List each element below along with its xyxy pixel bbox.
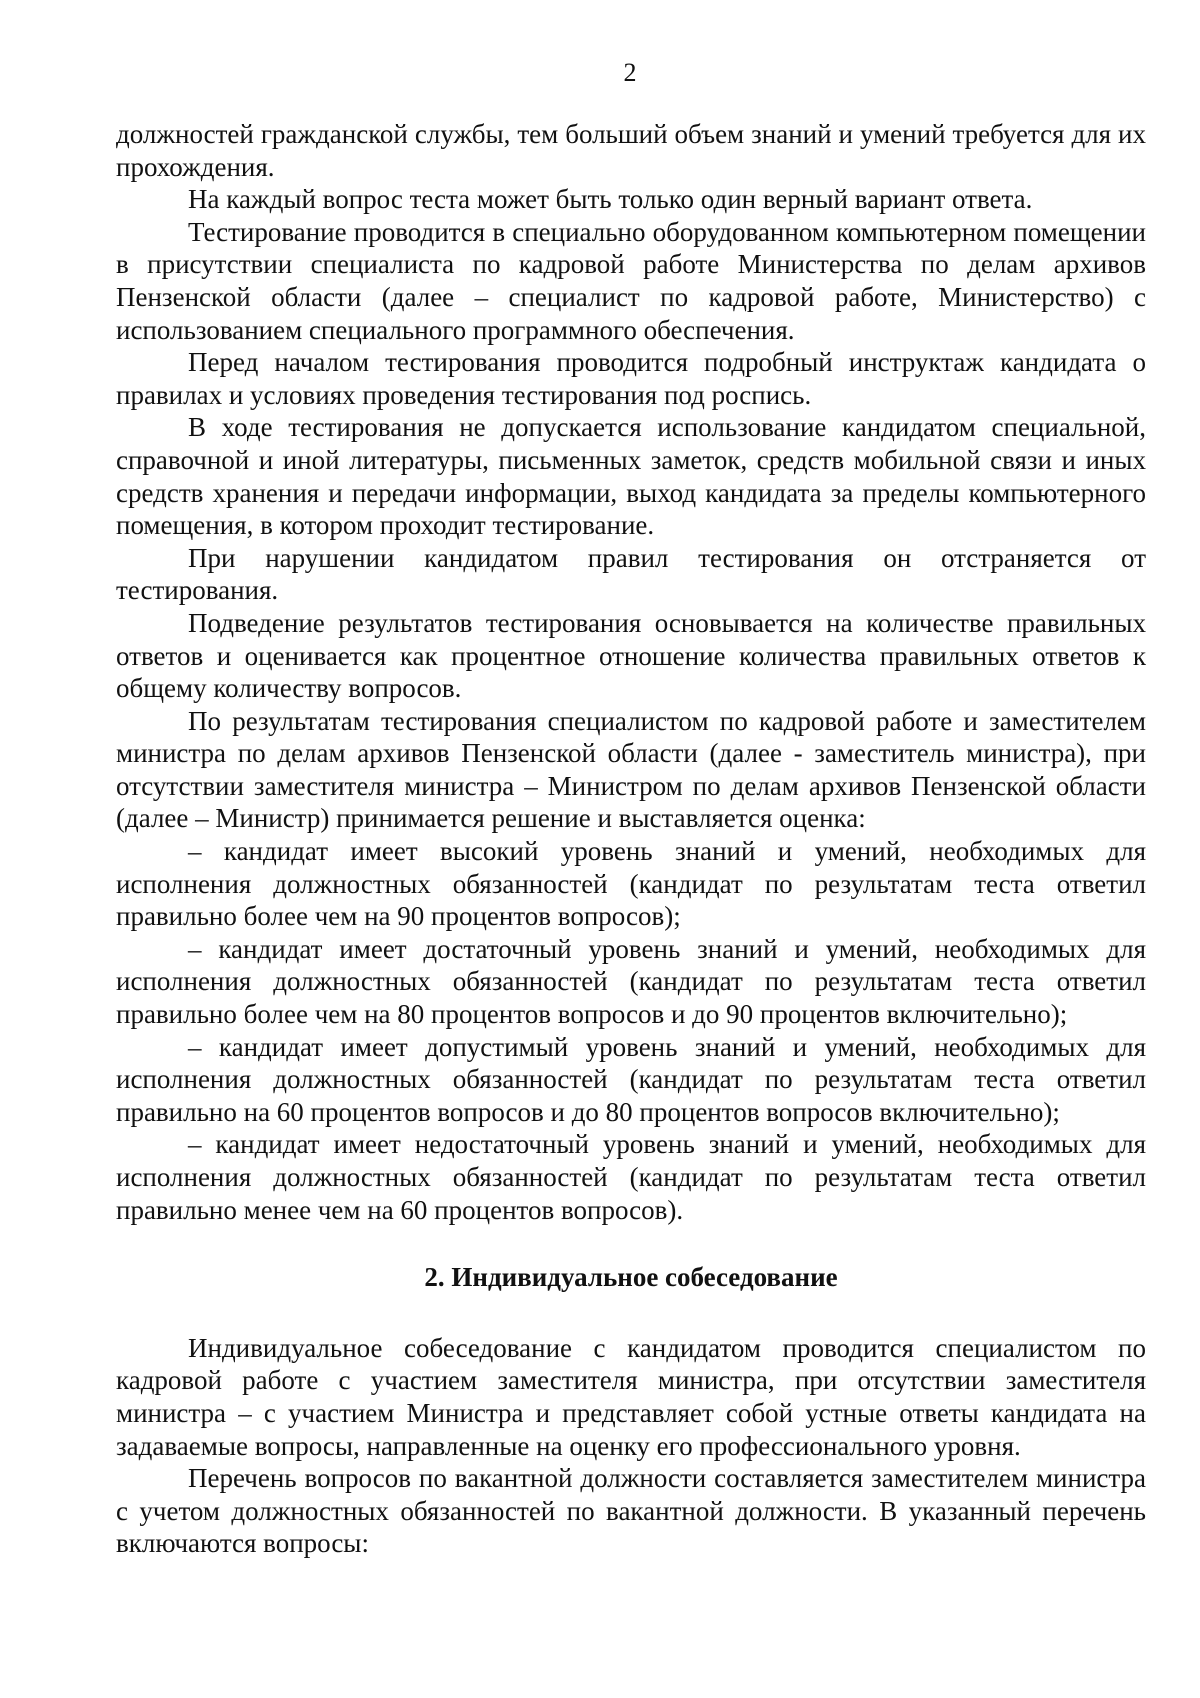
document-body [116, 118, 1146, 1560]
page-number: 2 [623, 58, 637, 87]
paragraph-testing-location: Тестирование проводится в специально оборудованном компьютерном помещении в присутствии специалиста по кадровой работе Министерства по делам архивов Пензенской области (далее – специалист по кадровой работе, Министерство) с использованием специального программного обеспечения. [116, 216, 1146, 345]
paragraph-interview: Индивидуальное собеседование с кандидатом проводится специалистом по кадровой работе с участием заместителя министра, при отсутствии заместителя министра – с участием Министра и представляет собой устные ответы кандидата на задаваемые вопросы, направленные на оценку его профессионального уровня. [116, 1332, 1146, 1461]
list-item-high-level: – кандидат имеет высокий уровень знаний и умений, необходимых для исполнения должностных обязанностей (кандидат по результатам теста ответил правильно более чем на 90 процентов вопросов); [116, 836, 1146, 932]
paragraph-prohibitions: В ходе тестирования не допускается использование кандидатом специальной, справочной и иной литературы, письменных заметок, средств мобильной связи и иных средств хранения и передачи информации, выход кандидата за пределы компьютерного помещения, в котором проходит тестирование. [116, 412, 1146, 541]
paragraph-single-answer: На каждый вопрос теста может быть только один верный вариант ответа. [188, 184, 1033, 215]
list-item-insufficient-level: – кандидат имеет недостаточный уровень знаний и умений, необходимых для исполнения должностных обязанностей (кандидат по результатам теста ответил правильно менее чем на 60 процентов вопросов). [116, 1129, 1146, 1225]
paragraph-instruction: Перед началом тестирования проводится подробный инструктаж кандидата о правилах и условиях проведения тестирования под роспись. [116, 347, 1146, 410]
paragraph-question-list: Перечень вопросов по вакантной должности составляется заместителем министра с учетом должностных обязанностей по вакантной должности. В указанный перечень включаются вопросы: [116, 1463, 1146, 1559]
paragraph-decision: По результатам тестирования специалистом по кадровой работе и заместителем министра по делам архивов Пензенской области (далее - заместитель министра), при отсутствии заместителя министра – Министром по делам архивов Пензенской области (далее – Министр) принимается решение и выставляется оценка: [116, 705, 1146, 834]
paragraph-continuation: должностей гражданской службы, тем больший объем знаний и умений требуется для их прохождения. [116, 119, 1146, 182]
paragraph-results-basis: Подведение результатов тестирования основывается на количестве правильных ответов и оценивается как процентное отношение количества правильных ответов к общему количеству вопросов. [116, 607, 1146, 704]
list-item-acceptable-level: – кандидат имеет допустимый уровень знаний и умений, необходимых для исполнения должностных обязанностей (кандидат по результатам теста ответил правильно на 60 процентов вопросов и до 80 процентов вопросов включительно); [116, 1031, 1146, 1127]
paragraph-violation: При нарушении кандидатом правил тестирования он отстраняется от тестирования. [116, 542, 1146, 606]
section-heading: 2. Индивидуальное собеседование [424, 1262, 838, 1293]
list-item-sufficient-level: – кандидат имеет достаточный уровень знаний и умений, необходимых для исполнения должностных обязанностей (кандидат по результатам теста ответил правильно более чем на 80 процентов вопросов и до 90 процентов включительно); [116, 933, 1146, 1030]
